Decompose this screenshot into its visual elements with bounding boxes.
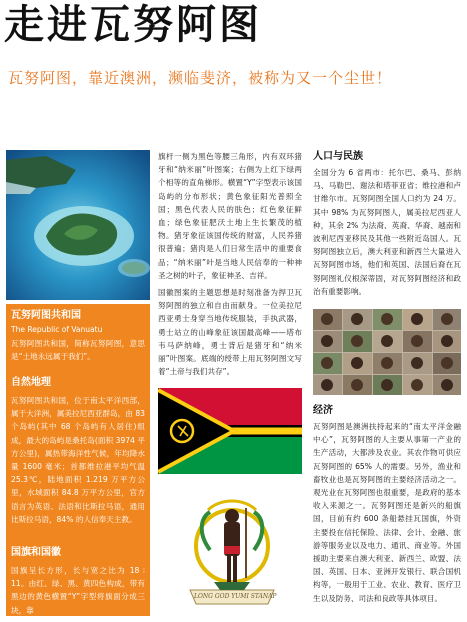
population-heading: 人口与民族	[313, 151, 363, 162]
republic-text: 瓦努阿图共和国，简称瓦努阿图，意思是“土地永远属于我们”。	[11, 339, 145, 362]
vanuatu-coat-of-arms	[180, 478, 284, 618]
population-text: 全国分为 6 省两市：托尔巴、桑马、彭纳马、马勒巴、谢法和塔菲亚省；维拉港和卢甘维尔市。瓦努阿图全国人口约为 24 万。其中 98% 为瓦努阿图人，属美拉尼西亚人种，其余 2% 为法裔、英裔、华裔、越南和波利尼西亚移民及其他一些附近岛国人。瓦努阿图独立后，澳大利亚和新西兰大量进入瓦努阿图市场，他们和英国、法国后裔在瓦努阿图礼仪根深蒂固，对瓦努阿图经济和政治有重要影响。	[313, 168, 461, 296]
geography-text: 瓦努阿图共和国，位于南太平洋西部，属于大洋洲，属美拉尼西亚群岛，由 83 个岛屿(其中 68 个岛屿有人居住)组成，最大的岛屿是桑托岛(面积 3974 平方公里)，属热带海洋性气候，年均降水量 1600 毫米；首都维拉港平均气温 25.3℃，陆地面积 1.219 万平方公里，水域面积 84.8 万平方公里，官方语言为英语、法语和比斯拉马语，通用比斯拉马语，84% 的人信奉天主教。	[11, 396, 145, 524]
flag-emblem-text: 国旗呈长方形，长与宽之比为 18 ∶ 11。由红、绿、黑、黄四色构成，带有黑边的黄色横置“Y”字型将旗面分成三块，靠	[11, 566, 145, 615]
republic-heading: 瓦努阿图共和国	[11, 310, 81, 321]
island-photo	[6, 150, 150, 300]
emblem-description-text: 国徽图案的主题思想是时刻准备为捍卫瓦努阿图的独立和自由而献身。一位美拉尼西亚勇士身穿当地传统服装，手执武器，勇士站立的山峰象征该国最高峰——塔布韦马萨纳峰，勇士背后是猪牙和“纳米丽”叶图案。底端的绶带上用瓦努阿图文写着“土帝与我们共存”。	[158, 288, 302, 377]
left-info-panel	[6, 304, 150, 616]
people-photo-collage	[313, 309, 461, 395]
flag-description-text: 旗杆一侧为黑色等腰三角形，内有双环猪牙和“纳米丽”叶图案；右侧为上红下绿两个相等的直角梯形。横置“Y”字型表示该国岛屿的分布形状；黄色象征阳光普照全国；黑色代表人民的肤色；红色象征鲜血；绿色象征肥沃土地上生长繁茂的植物。猪牙象征该国传统的财富，人民养猪很普遍；猪肉是人们日常生活中的重要食品；“纳米丽”叶是当地人民信奉的一种神圣之树的叶子，象征神圣、吉祥。	[158, 152, 302, 280]
flag-emblem-heading: 国旗和国徽	[11, 547, 61, 558]
geography-heading: 自然地理	[11, 377, 51, 388]
page-subtitle: 瓦努阿图，靠近澳洲，濒临斐济，被称为又一个尘世！	[8, 69, 393, 87]
economy-text: 瓦努阿图是澳洲扶持起来的“南太平洋金融中心”，瓦努阿图的人主要从事第一产业的生产活动，大都涉及农业。其农作物可供应瓦努阿图的 65% 人的需要。另外，渔业和畜牧业也是瓦努阿图的主要经济活动之一。观光业在瓦努阿图也很重要，是政府的基本收入来源之一。瓦努阿图还是新兴的船旗国，目前有约 600 条船悬挂瓦国旗，外资主要投在信托保险、法律、会计、金融、旅游等服务业以及电力、通讯、商业等。外国援助主要来自澳大利亚、新西兰、欧盟、法国、英国、日本、亚洲开发银行、联合国机构等，一般用于工业、农业、教育、医疗卫生以及防务、司法和良政等具体项目。	[313, 422, 461, 603]
republic-english-name: The Republic of Vanuatu	[11, 325, 103, 334]
page-title: 走进瓦努阿图	[4, 2, 262, 48]
emblem-motto: LONG GOD YUMI STANAP	[194, 593, 277, 600]
vanuatu-flag	[158, 388, 302, 474]
economy-heading: 经济	[313, 405, 333, 416]
